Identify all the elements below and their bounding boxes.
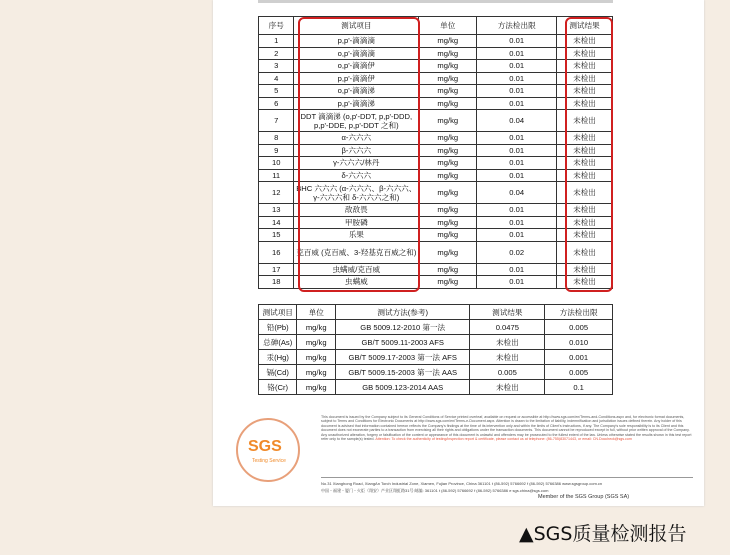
table-cell: mg/kg bbox=[297, 320, 336, 335]
table-cell: 0.01 bbox=[477, 276, 557, 289]
table-cell: 未检出 bbox=[557, 216, 613, 229]
table-cell: 铬(Cr) bbox=[259, 380, 297, 395]
table-cell: 11 bbox=[259, 169, 294, 182]
table-cell: 0.010 bbox=[545, 335, 613, 350]
sgs-stamp bbox=[236, 418, 300, 482]
table-cell: 铅(Pb) bbox=[259, 320, 297, 335]
header-no: 序号 bbox=[259, 17, 294, 35]
table-cell: 未检出 bbox=[557, 72, 613, 85]
table-cell: mg/kg bbox=[419, 276, 477, 289]
table-cell: 未检出 bbox=[557, 169, 613, 182]
heavy-metal-table bbox=[258, 304, 613, 395]
header-test-item: 测试项目 bbox=[294, 17, 419, 35]
table-cell: 4 bbox=[259, 72, 294, 85]
table-cell: mg/kg bbox=[297, 365, 336, 380]
header-unit: 单位 bbox=[419, 17, 477, 35]
header-method: 测试方法(参考) bbox=[335, 305, 469, 320]
terms-text: This document is issued by the Company subject to its General Conditions of Service printed overleaf, available on request or accessible at http://www.sgs.com/en/Terms-and-Conditions.aspx and, for electronic format documents, subject to Terms and Conditions for Electronic Documents at http://www.sgs.com/en/Terms-e-Document.aspx. Attention is drawn to the limitation of liability, indemnification and jurisdiction issues defined therein. Any holder of this document is advised that information contained hereon reflects the Company's findings at the time of its intervention only and within the limits of Client's instructions, if any. The Company's sole responsibility is to its Client and this document does not exonerate parties to a transaction from exercising all their rights and obligations under the transaction documents. This document cannot be reproduced except in full, without prior written approval of the Company. Any unauthorized alteration, forgery or falsification of the content or appearance of this document is unlawful and offenders may be prosecuted to the fullest extent of the law. Unless otherwise stated the results shown in this test report refer only to the sample(s) tested. bbox=[321, 415, 692, 442]
table-cell: DDT 滴滴涕 (o,p'-DDT, p,p'-DDD, p,p'-DDE, p,p'-DDT 之和) bbox=[294, 110, 419, 132]
table-cell: GB/T 5009.17-2003 第一法 AFS bbox=[335, 350, 469, 365]
table-cell: 0.005 bbox=[545, 320, 613, 335]
table-cell: 0.01 bbox=[477, 169, 557, 182]
table-cell: 虫螨威/克百威 bbox=[294, 263, 419, 276]
table-cell: 0.04 bbox=[477, 182, 557, 204]
table-cell: mg/kg bbox=[297, 335, 336, 350]
table-cell: 未检出 bbox=[557, 276, 613, 289]
table-cell: 未检出 bbox=[557, 110, 613, 132]
authenticity-warning: Attention: To check the authenticity of testing/inspection report & certificate, please contact us at telephone: (86-755)83071443, or email: CN.Doccheck@sgs.com bbox=[375, 437, 632, 442]
table-cell: BHC 六六六 (α-六六六、β-六六六、γ-六六六和 δ-六六六之和) bbox=[294, 182, 419, 204]
table-cell: 5 bbox=[259, 85, 294, 98]
table-cell: 0.01 bbox=[477, 229, 557, 242]
table-cell: 甲胺磷 bbox=[294, 216, 419, 229]
table-cell: 6 bbox=[259, 97, 294, 110]
table-cell: 0.005 bbox=[545, 365, 613, 380]
table-cell: GB 5009.12-2010 第一法 bbox=[335, 320, 469, 335]
table-cell: 0.01 bbox=[477, 132, 557, 145]
stamp-subtitle: Testing Service bbox=[252, 458, 286, 464]
table-cell: 未检出 bbox=[557, 182, 613, 204]
table-cell: 17 bbox=[259, 263, 294, 276]
table-cell: 未检出 bbox=[470, 350, 545, 365]
table-row bbox=[259, 380, 613, 395]
table-cell: mg/kg bbox=[297, 380, 336, 395]
table-cell: 未检出 bbox=[557, 157, 613, 170]
table-cell: GB/T 5009.15-2003 第一法 AAS bbox=[335, 365, 469, 380]
table-cell: mg/kg bbox=[419, 216, 477, 229]
table-cell: 敌敌畏 bbox=[294, 204, 419, 217]
table-cell: mg/kg bbox=[419, 47, 477, 60]
table-cell: 14 bbox=[259, 216, 294, 229]
table-cell: p,p'-滴滴滴 bbox=[294, 35, 419, 48]
table-cell: α-六六六 bbox=[294, 132, 419, 145]
table-cell: p,p'-滴滴伊 bbox=[294, 72, 419, 85]
table-cell: 9 bbox=[259, 144, 294, 157]
table-cell: 8 bbox=[259, 132, 294, 145]
table-cell: 虫螨威 bbox=[294, 276, 419, 289]
report-footer bbox=[230, 410, 700, 502]
table-cell: 15 bbox=[259, 229, 294, 242]
table-cell: o,p'-滴滴滴 bbox=[294, 47, 419, 60]
table-cell: 0.04 bbox=[477, 110, 557, 132]
table-cell: 乐果 bbox=[294, 229, 419, 242]
image-caption: ▲SGS质量检测报告 bbox=[519, 523, 687, 545]
table-cell: 0.01 bbox=[477, 97, 557, 110]
header-mdl: 方法检出限 bbox=[545, 305, 613, 320]
table-cell: 0.001 bbox=[545, 350, 613, 365]
table-cell: mg/kg bbox=[419, 263, 477, 276]
table-cell: 0.01 bbox=[477, 157, 557, 170]
table-cell: 16 bbox=[259, 241, 294, 263]
table-cell: o,p'-滴滴伊 bbox=[294, 60, 419, 73]
table-row bbox=[259, 365, 613, 380]
table-cell: 0.01 bbox=[477, 35, 557, 48]
highlight-results bbox=[565, 17, 613, 292]
table-cell: 0.01 bbox=[477, 144, 557, 157]
table-cell: 3 bbox=[259, 60, 294, 73]
table-cell: 未检出 bbox=[557, 47, 613, 60]
table-header-row bbox=[259, 305, 613, 320]
table-cell: 2 bbox=[259, 47, 294, 60]
table-cell: 总砷(As) bbox=[259, 335, 297, 350]
table-cell: mg/kg bbox=[419, 72, 477, 85]
table-cell: 克百威 (克百威、3-羟基克百威之和) bbox=[294, 241, 419, 263]
table-cell: mg/kg bbox=[419, 97, 477, 110]
table-cell: δ-六六六 bbox=[294, 169, 419, 182]
table-cell: mg/kg bbox=[419, 182, 477, 204]
table-cell: 未检出 bbox=[557, 144, 613, 157]
table-cell: 13 bbox=[259, 204, 294, 217]
table-cell: mg/kg bbox=[419, 60, 477, 73]
header-test-item: 测试项目 bbox=[259, 305, 297, 320]
header-result: 测试结果 bbox=[470, 305, 545, 320]
table-cell: o,p'-滴滴涕 bbox=[294, 85, 419, 98]
table-cell: 未检出 bbox=[557, 229, 613, 242]
table-cell: 0.01 bbox=[477, 216, 557, 229]
table-row bbox=[259, 335, 613, 350]
table-cell: 未检出 bbox=[557, 85, 613, 98]
table-cell: 未检出 bbox=[557, 241, 613, 263]
company-address bbox=[321, 477, 693, 494]
table-row bbox=[259, 350, 613, 365]
table-cell: 0.02 bbox=[477, 241, 557, 263]
table-cell: mg/kg bbox=[419, 35, 477, 48]
table-cell: GB 5009.123-2014 AAS bbox=[335, 380, 469, 395]
table-cell: 未检出 bbox=[557, 263, 613, 276]
table-cell: γ-六六六/林丹 bbox=[294, 157, 419, 170]
table-cell: 未检出 bbox=[470, 335, 545, 350]
header-unit: 单位 bbox=[297, 305, 336, 320]
table-cell: 汞(Hg) bbox=[259, 350, 297, 365]
table-cell: 0.01 bbox=[477, 60, 557, 73]
table-cell: mg/kg bbox=[419, 204, 477, 217]
address-cn: 中国・福建・厦门・火炬（翔安）产业区翔虹路31号 邮编: 361101 t (86-592) 5766692 f (86-592) 5766386 e sgs.china@sgs.com bbox=[321, 488, 549, 493]
table-cell: GB/T 5009.11-2003 AFS bbox=[335, 335, 469, 350]
table-cell: 0.005 bbox=[470, 365, 545, 380]
table-cell: 未检出 bbox=[557, 97, 613, 110]
table-cell: 未检出 bbox=[557, 35, 613, 48]
highlight-test-items bbox=[298, 17, 420, 292]
table-cell: 1 bbox=[259, 35, 294, 48]
table-cell: mg/kg bbox=[297, 350, 336, 365]
header-mdl: 方法检出限 bbox=[477, 17, 557, 35]
table-cell: 0.0475 bbox=[470, 320, 545, 335]
table-row bbox=[259, 320, 613, 335]
table-cell: 7 bbox=[259, 110, 294, 132]
table-cell: 12 bbox=[259, 182, 294, 204]
table-cell: mg/kg bbox=[419, 157, 477, 170]
header-stripe bbox=[258, 0, 613, 3]
sgs-logo: SGS bbox=[248, 438, 282, 455]
table-cell: mg/kg bbox=[419, 169, 477, 182]
table-cell: 0.01 bbox=[477, 263, 557, 276]
table-cell: 未检出 bbox=[557, 60, 613, 73]
table-cell: 镉(Cd) bbox=[259, 365, 297, 380]
table-cell: 0.01 bbox=[477, 85, 557, 98]
table-cell: 0.01 bbox=[477, 72, 557, 85]
address-en: No.31 Xianghong Road, XiangAn Torch Industrial Zone, Xiamen, Fujian Province, China 361101 t (86-592) 5766692 f (86-592) 5766386 www.sgsgroup.com.cn bbox=[321, 481, 603, 486]
table-cell: mg/kg bbox=[419, 85, 477, 98]
header-result: 测试结果 bbox=[557, 17, 613, 35]
sgs-member-line: Member of the SGS Group (SGS SA) bbox=[538, 494, 630, 500]
table-cell: 未检出 bbox=[557, 204, 613, 217]
table-cell: mg/kg bbox=[419, 241, 477, 263]
terms-fineprint bbox=[321, 415, 693, 441]
table-cell: 10 bbox=[259, 157, 294, 170]
table-cell: β-六六六 bbox=[294, 144, 419, 157]
table-cell: p,p'-滴滴涕 bbox=[294, 97, 419, 110]
table-cell: mg/kg bbox=[419, 132, 477, 145]
table-cell: 未检出 bbox=[470, 380, 545, 395]
table-cell: 未检出 bbox=[557, 132, 613, 145]
table-cell: 0.01 bbox=[477, 47, 557, 60]
table-cell: 0.1 bbox=[545, 380, 613, 395]
table-cell: 0.01 bbox=[477, 204, 557, 217]
table-cell: mg/kg bbox=[419, 110, 477, 132]
table-cell: mg/kg bbox=[419, 229, 477, 242]
table-cell: mg/kg bbox=[419, 144, 477, 157]
table-cell: 18 bbox=[259, 276, 294, 289]
